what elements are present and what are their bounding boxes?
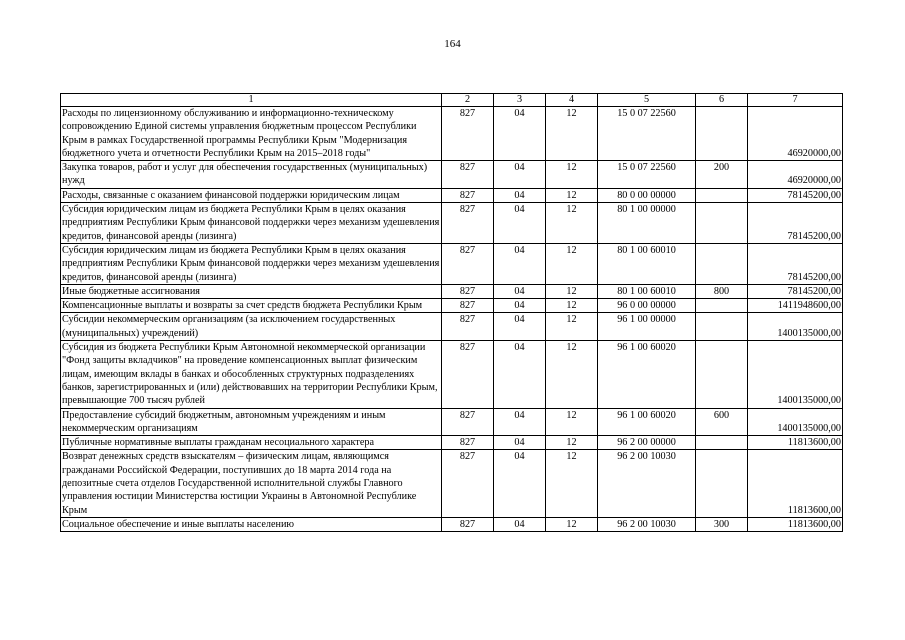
row-amount-cell: 1411948600,00 — [748, 299, 843, 313]
row-subsection-cell: 12 — [546, 450, 598, 517]
row-amount-cell: 78145200,00 — [748, 243, 843, 284]
row-target-article-cell: 80 0 00 00000 — [598, 188, 696, 202]
row-name-cell: Субсидия юридическим лицам из бюджета Республики Крым в целях оказания предприятиям Республики Крым финансовой поддержки через механизм удешевления кредитов, финансовой аренды (лизинга) — [61, 203, 442, 244]
table-row — [61, 450, 843, 517]
table-row — [61, 299, 843, 313]
row-name-cell: Компенсационные выплаты и возвраты за счет средств бюджета Республики Крым — [61, 299, 442, 313]
row-name-cell: Расходы, связанные с оказанием финансовой поддержки юридическим лицам — [61, 188, 442, 202]
row-expense-type-cell — [696, 299, 748, 313]
table-row — [61, 243, 843, 284]
table-row — [61, 161, 843, 189]
row-section-cell: 04 — [494, 188, 546, 202]
row-amount-cell: 1400135000,00 — [748, 313, 843, 341]
row-target-article-cell: 96 0 00 00000 — [598, 299, 696, 313]
row-subsection-cell: 12 — [546, 436, 598, 450]
header-cell-3: 3 — [494, 94, 546, 107]
row-amount-cell: 1400135000,00 — [748, 408, 843, 436]
row-ministry-code-cell: 827 — [442, 341, 494, 408]
row-ministry-code-cell: 827 — [442, 436, 494, 450]
row-target-article-cell: 80 1 00 60010 — [598, 243, 696, 284]
row-section-cell: 04 — [494, 107, 546, 161]
row-expense-type-cell: 200 — [696, 161, 748, 189]
row-ministry-code-cell: 827 — [442, 408, 494, 436]
row-target-article-cell: 80 1 00 60010 — [598, 284, 696, 298]
row-subsection-cell: 12 — [546, 517, 598, 531]
row-name-cell: Возврат денежных средств взыскателям – физическим лицам, являющимся гражданами Российской Федерации, поступивших до 18 марта 2014 года на депозитные счета отделов Государственной исполнительной службы Главного управления юстиции Министерства юстиции Украины в Автономной Республике Крым — [61, 450, 442, 517]
row-subsection-cell: 12 — [546, 203, 598, 244]
row-subsection-cell: 12 — [546, 299, 598, 313]
row-name-cell: Публичные нормативные выплаты гражданам несоциального характера — [61, 436, 442, 450]
row-ministry-code-cell: 827 — [442, 299, 494, 313]
table-row — [61, 107, 843, 161]
row-ministry-code-cell: 827 — [442, 517, 494, 531]
row-ministry-code-cell: 827 — [442, 161, 494, 189]
row-name-cell: Предоставление субсидий бюджетным, автономным учреждениям и иным некоммерческим организациям — [61, 408, 442, 436]
row-name-cell: Субсидия юридическим лицам из бюджета Республики Крым в целях оказания предприятиям Республики Крым финансовой поддержки через механизм удешевления кредитов, финансовой аренды (лизинга) — [61, 243, 442, 284]
row-ministry-code-cell: 827 — [442, 203, 494, 244]
row-subsection-cell: 12 — [546, 408, 598, 436]
row-section-cell: 04 — [494, 161, 546, 189]
row-expense-type-cell: 600 — [696, 408, 748, 436]
header-cell-2: 2 — [442, 94, 494, 107]
table-row — [61, 188, 843, 202]
table-row — [61, 436, 843, 450]
row-amount-cell: 11813600,00 — [748, 436, 843, 450]
row-expense-type-cell — [696, 243, 748, 284]
row-section-cell: 04 — [494, 284, 546, 298]
row-section-cell: 04 — [494, 450, 546, 517]
row-amount-cell: 46920000,00 — [748, 161, 843, 189]
table-row — [61, 408, 843, 436]
row-target-article-cell: 96 2 00 00000 — [598, 436, 696, 450]
row-amount-cell: 78145200,00 — [748, 203, 843, 244]
row-section-cell: 04 — [494, 313, 546, 341]
row-name-cell: Социальное обеспечение и иные выплаты населению — [61, 517, 442, 531]
table-row — [61, 517, 843, 531]
row-ministry-code-cell: 827 — [442, 284, 494, 298]
table-row — [61, 284, 843, 298]
table-row — [61, 313, 843, 341]
row-target-article-cell: 96 2 00 10030 — [598, 517, 696, 531]
row-expense-type-cell — [696, 450, 748, 517]
row-ministry-code-cell: 827 — [442, 450, 494, 517]
row-subsection-cell: 12 — [546, 161, 598, 189]
row-amount-cell: 78145200,00 — [748, 284, 843, 298]
table-row — [61, 341, 843, 408]
row-section-cell: 04 — [494, 517, 546, 531]
row-expense-type-cell — [696, 107, 748, 161]
row-expense-type-cell — [696, 203, 748, 244]
row-ministry-code-cell: 827 — [442, 243, 494, 284]
row-section-cell: 04 — [494, 341, 546, 408]
row-name-cell: Субсидия из бюджета Республики Крым Автономной некоммерческой организации "Фонд защиты вкладчиков" на проведение компенсационных выплат физическим лицам, имеющим вклады в банках и обособленных структурных подразделениях банков, зарегистрированных и (или) действовавших на территории Республики Крым, превышающие 700 тысяч рублей — [61, 341, 442, 408]
row-name-cell: Иные бюджетные ассигнования — [61, 284, 442, 298]
row-amount-cell: 78145200,00 — [748, 188, 843, 202]
row-subsection-cell: 12 — [546, 107, 598, 161]
row-expense-type-cell — [696, 188, 748, 202]
row-ministry-code-cell: 827 — [442, 313, 494, 341]
row-amount-cell: 11813600,00 — [748, 517, 843, 531]
row-expense-type-cell — [696, 313, 748, 341]
row-name-cell: Расходы по лицензионному обслуживанию и информационно-техническому сопровождению Единой системы управления бюджетным процессом Республики Крым в рамках Государственной программы Республики Крым "Модернизация бюджетного учета и отчетности Республики Крым на 2015–2018 годы" — [61, 107, 442, 161]
row-name-cell: Субсидии некоммерческим организациям (за исключением государственных (муниципальных) учреждений) — [61, 313, 442, 341]
row-amount-cell: 46920000,00 — [748, 107, 843, 161]
row-subsection-cell: 12 — [546, 188, 598, 202]
row-ministry-code-cell: 827 — [442, 107, 494, 161]
row-target-article-cell: 96 1 00 60020 — [598, 408, 696, 436]
header-cell-6: 6 — [696, 94, 748, 107]
row-expense-type-cell: 300 — [696, 517, 748, 531]
row-amount-cell: 11813600,00 — [748, 450, 843, 517]
row-section-cell: 04 — [494, 436, 546, 450]
header-cell-5: 5 — [598, 94, 696, 107]
header-cell-4: 4 — [546, 94, 598, 107]
row-target-article-cell: 96 2 00 10030 — [598, 450, 696, 517]
row-expense-type-cell — [696, 436, 748, 450]
row-name-cell: Закупка товаров, работ и услуг для обеспечения государственных (муниципальных) нужд — [61, 161, 442, 189]
row-subsection-cell: 12 — [546, 341, 598, 408]
row-subsection-cell: 12 — [546, 313, 598, 341]
row-expense-type-cell: 800 — [696, 284, 748, 298]
row-section-cell: 04 — [494, 299, 546, 313]
table-row — [61, 203, 843, 244]
row-target-article-cell: 96 1 00 00000 — [598, 313, 696, 341]
table-header-row — [61, 94, 843, 107]
row-subsection-cell: 12 — [546, 243, 598, 284]
row-ministry-code-cell: 827 — [442, 188, 494, 202]
row-section-cell: 04 — [494, 203, 546, 244]
row-subsection-cell: 12 — [546, 284, 598, 298]
header-cell-1: 1 — [61, 94, 442, 107]
page-number: 164 — [444, 38, 461, 50]
row-amount-cell: 1400135000,00 — [748, 341, 843, 408]
row-target-article-cell: 80 1 00 00000 — [598, 203, 696, 244]
row-section-cell: 04 — [494, 408, 546, 436]
row-section-cell: 04 — [494, 243, 546, 284]
row-expense-type-cell — [696, 341, 748, 408]
header-cell-7: 7 — [748, 94, 843, 107]
row-target-article-cell: 15 0 07 22560 — [598, 161, 696, 189]
row-target-article-cell: 15 0 07 22560 — [598, 107, 696, 161]
row-target-article-cell: 96 1 00 60020 — [598, 341, 696, 408]
budget-table — [60, 93, 843, 532]
